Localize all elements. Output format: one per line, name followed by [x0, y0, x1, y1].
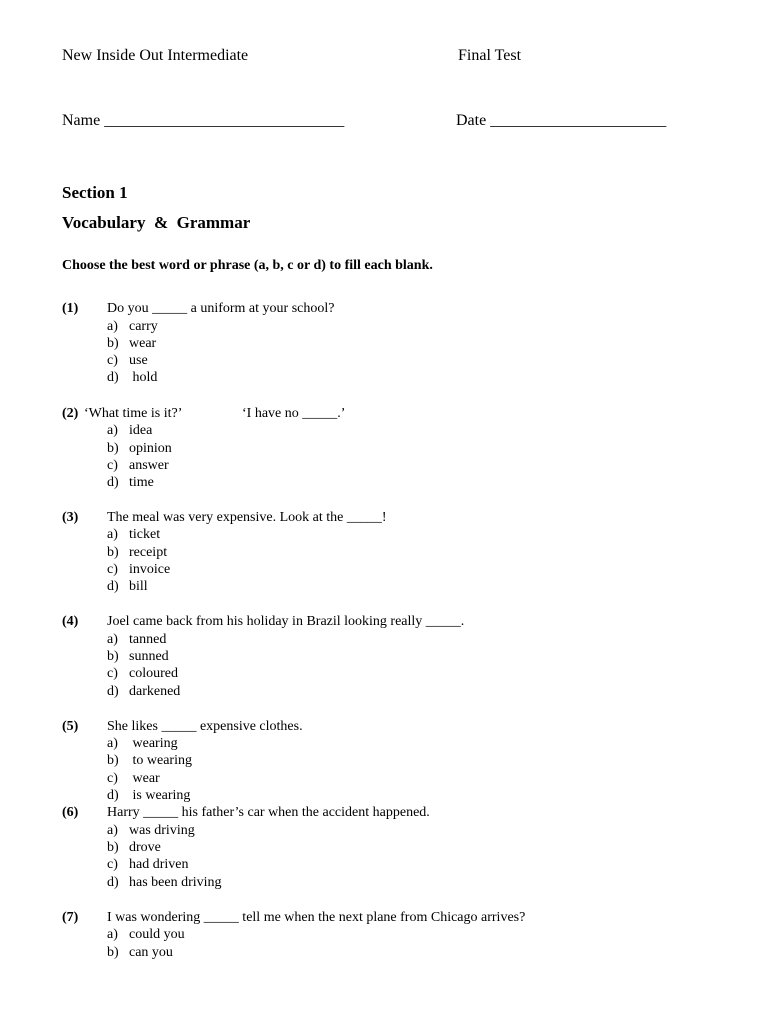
date-blank: ______________________ — [490, 112, 667, 129]
date-field — [456, 112, 666, 130]
name-label: Name — [62, 112, 101, 129]
option: d) darkened — [107, 684, 181, 699]
question-number: (2) — [62, 406, 79, 421]
question-text-reply: ‘I have no _____.’ — [242, 406, 346, 421]
option: d) hold — [107, 370, 158, 385]
date-label: Date — [456, 112, 487, 129]
option: b) sunned — [107, 649, 169, 664]
name-blank: ______________________________ — [104, 112, 345, 129]
option: c) had driven — [107, 857, 189, 872]
option: c) use — [107, 353, 148, 368]
instruction: Choose the best word or phrase (a, b, c or d) to fill each blank. — [62, 258, 433, 273]
option: a) ticket — [107, 527, 161, 542]
option: b) drove — [107, 840, 161, 855]
option: a) could you — [107, 927, 185, 942]
option: b) to wearing — [107, 753, 192, 768]
option: b) opinion — [107, 441, 172, 456]
question-text: Do you _____ a uniform at your school? — [107, 301, 335, 316]
test-title: Final Test — [458, 47, 522, 64]
section-title: Section 1 — [62, 183, 128, 202]
option: c) invoice — [107, 562, 171, 577]
question-number: (3) — [62, 510, 79, 525]
option: b) receipt — [107, 545, 168, 560]
question-text: Harry _____ his father’s car when the accident happened. — [107, 805, 430, 820]
option: a) tanned — [107, 632, 167, 647]
question-text: The meal was very expensive. Look at the _____! — [107, 510, 387, 525]
option: c) coloured — [107, 666, 178, 681]
option: c) wear — [107, 771, 160, 786]
option: a) was driving — [107, 823, 195, 838]
option: a) carry — [107, 319, 158, 334]
option: d) is wearing — [107, 788, 191, 803]
option: a) idea — [107, 423, 153, 438]
question-text: Joel came back from his holiday in Brazil looking really _____. — [107, 614, 465, 629]
question-text: She likes _____ expensive clothes. — [107, 719, 303, 734]
question-text: I was wondering _____ tell me when the next plane from Chicago arrives? — [107, 910, 526, 925]
option: b) wear — [107, 336, 157, 351]
question-number: (4) — [62, 614, 79, 629]
option: b) can you — [107, 945, 173, 960]
option: d) bill — [107, 579, 148, 594]
question-number: (1) — [62, 301, 79, 316]
option: a) wearing — [107, 736, 178, 751]
option: d) time — [107, 475, 154, 490]
question-text: ‘What time is it?’ — [84, 406, 183, 421]
option: d) has been driving — [107, 875, 222, 890]
section-subtitle: Vocabulary & Grammar — [62, 213, 251, 232]
question-number: (5) — [62, 719, 79, 734]
name-field — [62, 112, 344, 130]
option: c) answer — [107, 458, 169, 473]
question-number: (6) — [62, 805, 79, 820]
question-number: (7) — [62, 910, 79, 925]
course-title: New Inside Out Intermediate — [62, 47, 249, 64]
